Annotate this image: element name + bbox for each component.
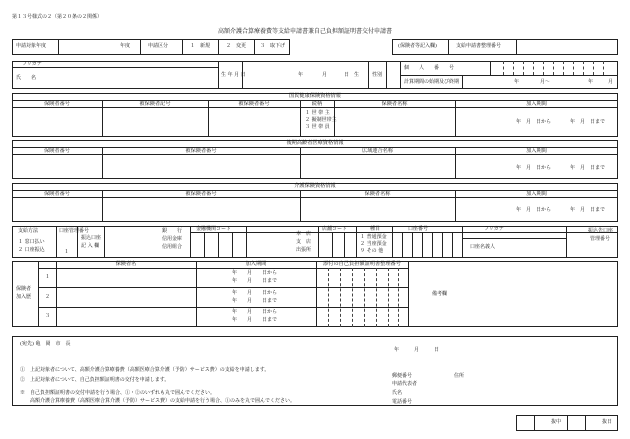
elderly-period-from: 年 月 日から — [516, 165, 552, 171]
birth-label: 生 年 月 日 — [221, 72, 246, 78]
history-col-period: 加入期間 — [245, 261, 267, 267]
care-col-period: 加入期間 — [526, 191, 547, 197]
check-stamp-label: 抜中 — [551, 419, 562, 425]
application-date: 年 月 日 — [394, 347, 440, 353]
col-insured-symbol: 被保険者記号 — [139, 101, 171, 107]
zip-label: 郵便番号 — [392, 373, 413, 379]
history-row-number: ３ — [45, 313, 51, 319]
form-number: 第１３号様式の２（第２０条の２関係） — [12, 14, 103, 20]
col-insured-number: 被保険者番号 — [238, 101, 270, 107]
holder-number-one: １ — [64, 249, 70, 255]
declaration-line-1: ① 上記対象者について、高額介護合算療養費（高額医療合算介護（予防）サービス費）の支給を申請します。 — [20, 367, 270, 373]
membership-label-a: 保険者 — [16, 286, 32, 292]
history-row-to: 年 月 日まで — [232, 317, 278, 323]
branch-type-branch[interactable]: 支 店 — [296, 239, 312, 245]
category-option-withdraw[interactable]: ３ 取下げ — [260, 43, 286, 49]
history-col-name: 保険者名 — [115, 261, 137, 267]
form-title: 高額介護合算療養費等支給申請書兼自己負担額証明書交付申請書 — [218, 28, 393, 35]
payment-method-label: 支給方法 — [18, 228, 39, 234]
payment-number-label: 支給申請書整理番号 — [456, 43, 502, 49]
elderly-section-title: 後期高齢者医療資格情報 — [286, 140, 344, 146]
bank-type-shinkin[interactable]: 信用金庫 — [162, 236, 183, 242]
history-row-from: 年 月 日から — [232, 270, 278, 276]
category-option-new[interactable]: １ 新規 — [190, 43, 211, 49]
history-col-certificate: 添付の自己負担額証明書整理番号 — [323, 261, 401, 267]
membership-label-b: 加入歴 — [16, 294, 32, 300]
care-section-title: 介護保険資格情報 — [294, 183, 336, 189]
method-counter[interactable]: １ 窓口払い — [18, 239, 45, 245]
branch-type-main[interactable]: 本 店 — [296, 231, 312, 237]
birth-year: 年 — [298, 72, 304, 78]
account-furigana-label: フリガナ — [484, 226, 504, 232]
destination-number-label-a: 振込先口座 — [588, 228, 614, 234]
kind-current[interactable]: ２ 当座預金 — [360, 241, 387, 247]
furigana-label: フリガナ — [22, 61, 42, 67]
col-insurer-number: 保険者番号 — [44, 101, 70, 107]
applicant-name-label: 氏名 — [392, 390, 403, 396]
institution-code-label: 金融機関コード — [196, 226, 232, 232]
care-col-insurer-number: 保険者番号 — [44, 191, 70, 197]
history-row-from: 年 月 日から — [232, 309, 278, 315]
branch-code-label: 店舗コード — [322, 226, 348, 232]
branch-type-office[interactable]: 出張所 — [296, 247, 312, 253]
birth-day: 日 生 — [344, 72, 360, 78]
account-number-label: 口座番号 — [408, 226, 429, 232]
elderly-col-insurer-number: 保険者番号 — [44, 148, 70, 154]
category-label: 申請区分 — [148, 43, 169, 49]
national-period-from: 年 月 日から — [516, 119, 552, 125]
birth-month: 月 — [322, 72, 328, 78]
relation-head: １ 世 帯 主 — [305, 110, 330, 116]
holder-number-label: 口座管理番号 — [59, 228, 90, 234]
col-relation: 続柄 — [311, 101, 323, 107]
year-unit: 年度 — [120, 43, 131, 49]
account-holder-label: 口座名義人 — [470, 244, 496, 250]
bank-type-kumiai[interactable]: 信用組合 — [162, 244, 183, 250]
remarks-label: 備考欄 — [432, 291, 448, 297]
history-row-number: １ — [45, 274, 51, 280]
elderly-col-insured-number: 被保険者番号 — [185, 148, 217, 154]
kind-ordinary[interactable]: １ 普通預金 — [360, 234, 387, 240]
date-stamp-label: 抜日 — [602, 419, 613, 425]
account-field-label-a: 振込口座 — [81, 235, 102, 241]
relation-quasi-head: ２ 擬制世帯主 — [305, 117, 337, 123]
care-col-insurer-name: 保険者名称 — [364, 191, 391, 197]
elderly-period-to: 年 月 日まで — [570, 165, 606, 171]
address-label: 住所 — [454, 373, 465, 379]
insurer-entry-label: (保険者等記入欄) — [398, 43, 437, 49]
membership-history-box — [12, 261, 618, 327]
period-end-year: 年 — [588, 79, 594, 85]
person-number-label: 個 人 番 号 — [404, 65, 455, 71]
period-start-month: 月〜 — [540, 79, 551, 85]
care-col-insured-number: 被保険者番号 — [185, 191, 217, 197]
sex-label: 性別 — [372, 72, 383, 78]
category-option-change[interactable]: ２ 変更 — [226, 43, 247, 49]
period-label: 計算期間の始期及び終期 — [404, 79, 460, 85]
target-year-label: 申請対象年度 — [16, 43, 47, 49]
national-section-title: 国民健康保険資格情報 — [289, 93, 341, 99]
account-field-label-b: 記 入 欄 — [81, 243, 100, 249]
account-kind-label: 種目 — [370, 226, 381, 232]
addressee: (宛先) 亀 岡 市 長 — [20, 341, 71, 347]
elderly-col-union: 広域連合名称 — [361, 148, 394, 154]
destination-number-label-b: 管理番号 — [590, 236, 611, 242]
care-period-to: 年 月 日まで — [570, 207, 606, 213]
col-insurer-name: 保険者名称 — [381, 101, 408, 107]
col-period: 加入期間 — [526, 101, 547, 107]
declaration-line-2: ② 上記対象者について、自己負担額証明書の交付を申請します。 — [20, 377, 170, 383]
national-period-to: 年 月 日まで — [570, 119, 606, 125]
phone-label: 電話番号 — [392, 399, 413, 405]
declaration-note-1: ※ 自己負担額証明書の交付申請を行う場合、①・②のいずれも丸で囲んでください。 — [20, 390, 216, 396]
history-row-number: ２ — [45, 294, 51, 300]
relation-member: ３ 世 帯 員 — [305, 124, 330, 130]
elderly-col-period: 加入期間 — [526, 148, 547, 154]
period-end-month: 月 — [608, 79, 614, 85]
bank-type-bank[interactable]: 銀 行 — [162, 228, 183, 234]
history-row-to: 年 月 日まで — [232, 278, 278, 284]
method-transfer[interactable]: ２ 口座振込 — [18, 247, 45, 253]
declaration-note-2: 高額介護合算療養費（高額医療合算介護（予防）サービス費）の支給申請を行う場合、①のみを丸で囲んでください。 — [20, 398, 296, 404]
care-period-from: 年 月 日から — [516, 207, 552, 213]
history-row-from: 年 月 日から — [232, 290, 278, 296]
name-label: 氏 名 — [16, 75, 37, 81]
kind-other[interactable]: ９ その 他 — [360, 248, 384, 254]
bank-box — [12, 226, 618, 258]
representative-label: 申請代表者 — [392, 381, 418, 387]
period-start-year: 年 — [514, 79, 520, 85]
history-row-to: 年 月 日まで — [232, 298, 278, 304]
